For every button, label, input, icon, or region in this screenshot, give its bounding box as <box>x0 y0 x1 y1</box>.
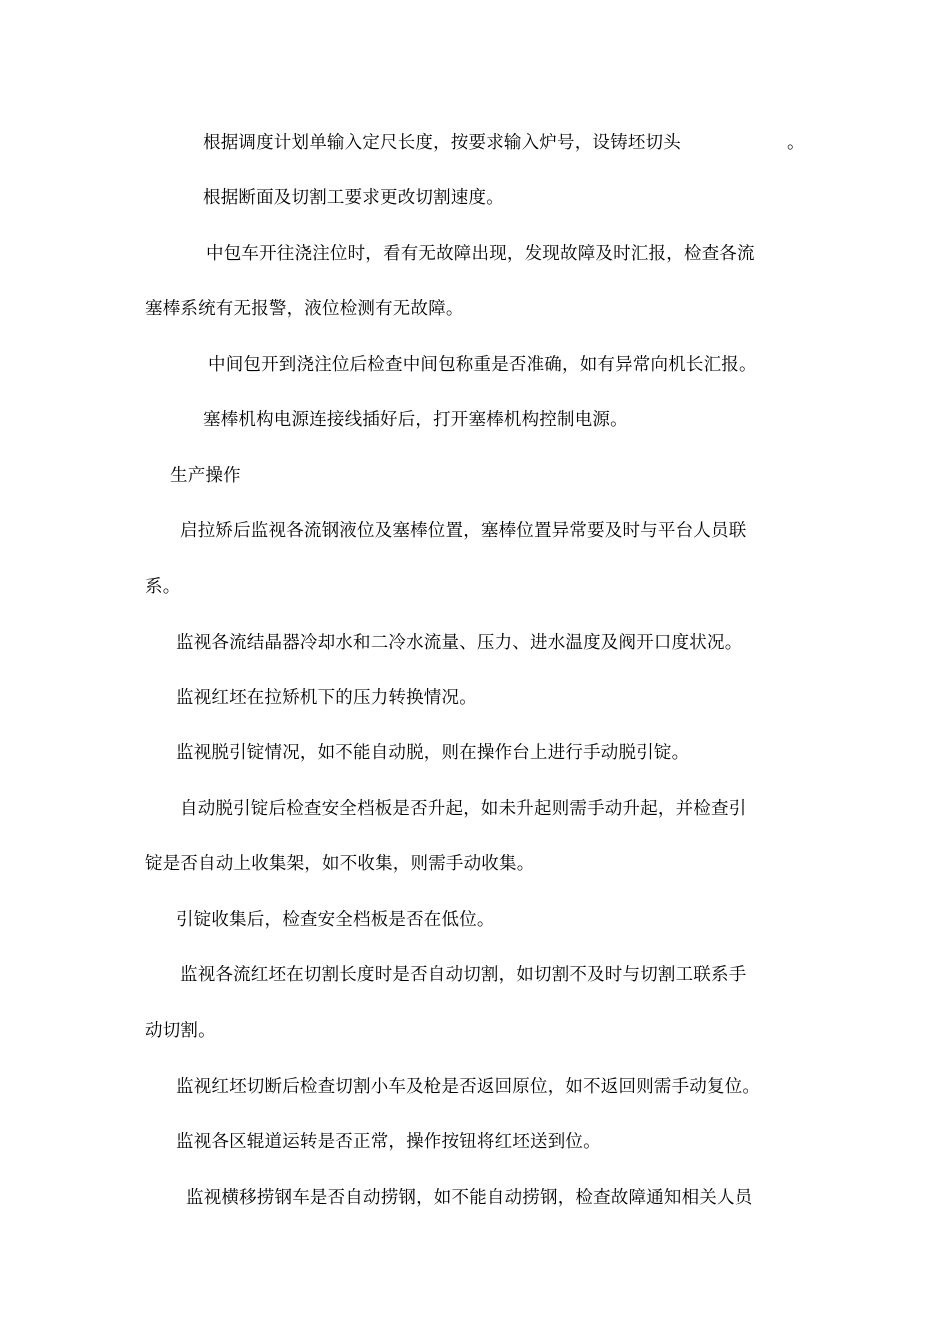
paragraph-13-continuation: 动切割。 <box>145 1021 216 1041</box>
paragraph-1: 根据调度计划单输入定尺长度，按要求输入炉号，设铸坯切头 <box>203 133 681 153</box>
section-heading: 生产操作 <box>170 466 241 486</box>
paragraph-7: 启拉矫后监视各流钢液位及塞棒位置，塞棒位置异常要及时与平台人员联 <box>180 521 747 541</box>
paragraph-11-continuation: 锭是否自动上收集架，如不收集，则需手动收集。 <box>145 854 535 874</box>
paragraph-7-continuation: 系。 <box>145 577 181 597</box>
paragraph-16: 监视横移捞钢车是否自动捞钢，如不能自动捞钢，检查故障通知相关人员 <box>186 1188 753 1208</box>
paragraph-9: 监视红坯在拉矫机下的压力转换情况。 <box>176 688 477 708</box>
paragraph-8: 监视各流结晶器冷却水和二冷水流量、压力、进水温度及阀开口度状况。 <box>176 633 743 653</box>
paragraph-5: 塞棒机构电源连接线插好后，打开塞棒机构控制电源。 <box>203 410 628 430</box>
paragraph-10: 监视脱引锭情况，如不能自动脱，则在操作台上进行手动脱引锭。 <box>176 743 690 763</box>
paragraph-3-continuation: 塞棒系统有无报警，液位检测有无故障。 <box>145 299 464 319</box>
paragraph-14: 监视红坯切断后检查切割小车及枪是否返回原位，如不返回则需手动复位。 <box>176 1077 761 1097</box>
paragraph-15: 监视各区辊道运转是否正常，操作按钮将红坯送到位。 <box>176 1132 601 1152</box>
paragraph-3: 中包车开往浇注位时，看有无故障出现，发现故障及时汇报，检查各流 <box>206 244 755 264</box>
paragraph-11: 自动脱引锭后检查安全档板是否升起，如未升起则需手动升起，并检查引 <box>180 799 747 819</box>
paragraph-13: 监视各流红坯在切割长度时是否自动切割，如切割不及时与切割工联系手 <box>180 965 747 985</box>
paragraph-4: 中间包开到浇注位后检查中间包称重是否准确，如有异常向机长汇报。 <box>208 355 757 375</box>
paragraph-1-trailing-period: 。 <box>787 133 805 153</box>
paragraph-12: 引锭收集后，检查安全档板是否在低位。 <box>176 910 495 930</box>
paragraph-2: 根据断面及切割工要求更改切割速度。 <box>203 188 504 208</box>
